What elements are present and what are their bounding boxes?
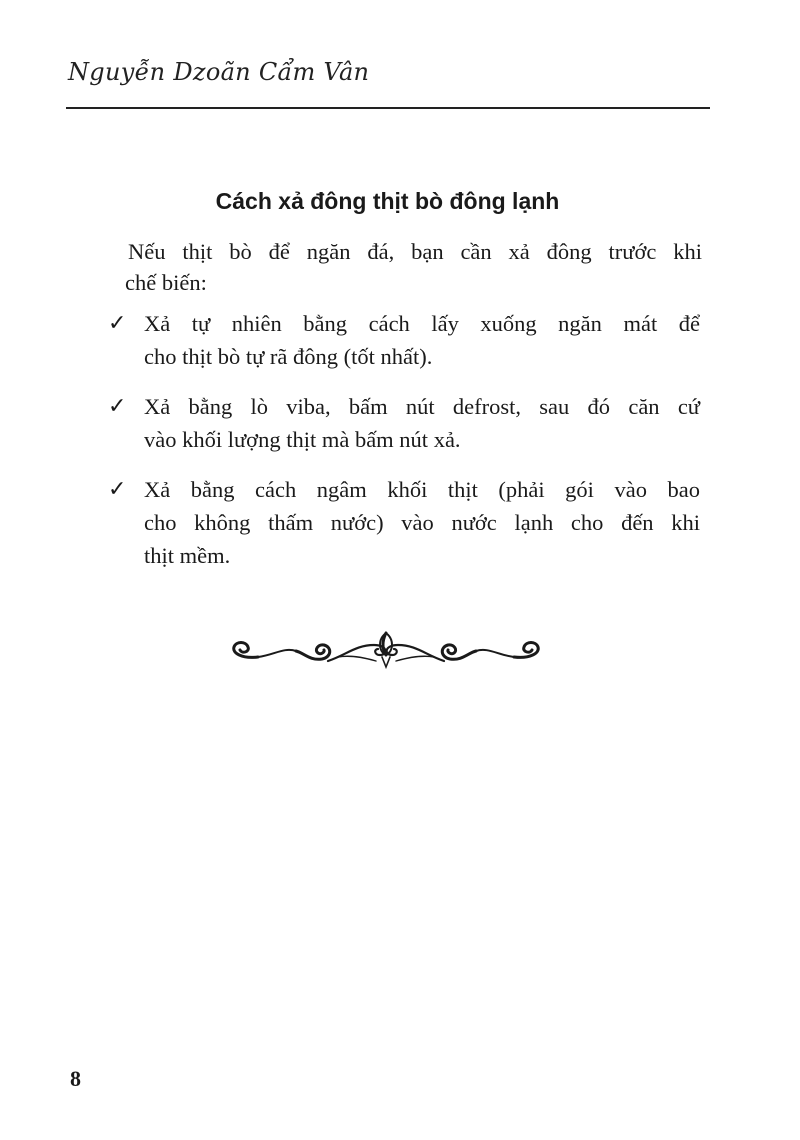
checkmark-icon: ✓ xyxy=(108,311,127,336)
list-item-line: Xả bằng cách ngâm khối thịt (phải gói vào bao xyxy=(144,477,700,502)
checkmark-icon: ✓ xyxy=(108,477,127,502)
bullet-list xyxy=(108,307,708,589)
list-item-line: Xả tự nhiên bằng cách lấy xuống ngăn mát để xyxy=(144,311,700,336)
list-item xyxy=(108,307,708,373)
list-item-line: vào khối lượng thịt mà bấm nút xả. xyxy=(144,427,461,452)
list-item-line: cho thịt bò tự rã đông (tốt nhất). xyxy=(144,344,433,369)
running-header-author: Nguyễn Dzoãn Cẩm Vân xyxy=(68,58,370,86)
flourish-divider-icon xyxy=(228,625,544,675)
intro-line-2: chế biến: xyxy=(125,270,207,295)
list-item-text xyxy=(144,390,700,456)
section-heading: Cách xả đông thịt bò đông lạnh xyxy=(215,188,560,214)
page-number: 8 xyxy=(70,1066,81,1091)
list-item-line: cho không thấm nước) vào nước lạnh cho đến khi xyxy=(144,510,700,535)
list-item-text xyxy=(144,473,700,572)
list-item xyxy=(108,473,708,572)
intro-line-1: Nếu thịt bò để ngăn đá, bạn cần xả đông trước khi xyxy=(128,239,702,264)
list-item-text xyxy=(144,307,700,373)
intro-paragraph xyxy=(125,236,702,298)
list-item-line: Xả bằng lò viba, bấm nút defrost, sau đó căn cứ xyxy=(144,394,700,419)
list-item xyxy=(108,390,708,456)
checkmark-icon: ✓ xyxy=(108,394,127,419)
header-rule xyxy=(66,107,710,109)
list-item-line: thịt mềm. xyxy=(144,543,231,568)
